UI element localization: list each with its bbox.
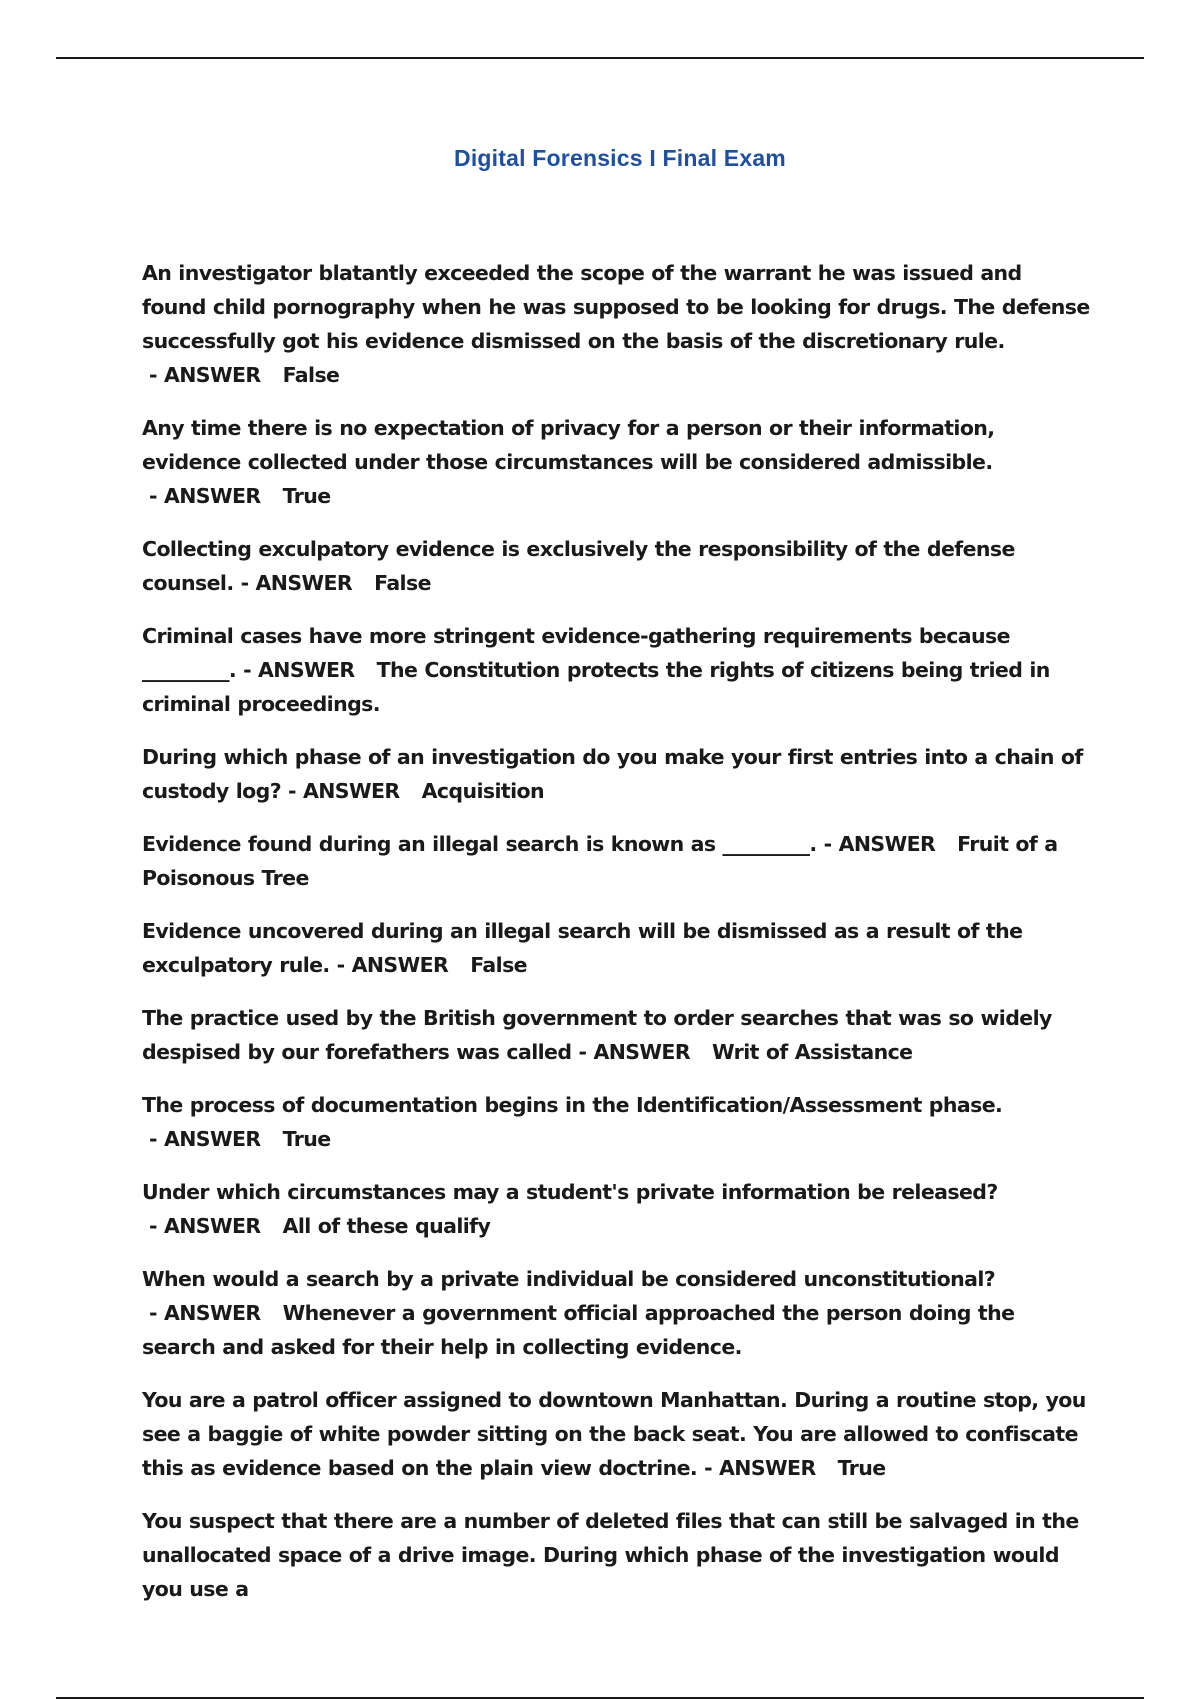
qa-item: [142, 914, 1092, 982]
answer-text: Fruit of a Poisonous Tree: [142, 832, 1058, 890]
answer-text: True: [837, 1456, 886, 1480]
question-text: Criminal cases have more stringent evidence-gathering requirements because _________.: [142, 624, 1010, 682]
answer-label: ANSWER: [351, 953, 449, 977]
answer-label: ANSWER: [838, 832, 936, 856]
answer-text: Writ of Assistance: [712, 1040, 913, 1064]
document-title: Digital Forensics I Final Exam: [454, 145, 786, 171]
separator: -: [233, 571, 256, 595]
question-text: During which phase of an investigation do you make your first entries into a chain of custody log?: [142, 745, 1083, 803]
qa-item: [142, 411, 1092, 513]
question-text: When would a search by a private individual be considered unconstitutional?: [142, 1267, 996, 1291]
answer-text: Whenever a government official approached the person doing the search and asked for their help in collecting evidence.: [142, 1301, 1015, 1359]
separator: -: [329, 953, 352, 977]
answer-label: ANSWER: [258, 658, 355, 682]
qa-item: [142, 827, 1092, 895]
answer-text: False: [470, 953, 527, 977]
question-text: The practice used by the British government to order searches that was so widely despised by our forefathers was called: [142, 1006, 1052, 1064]
qa-item-truncated: [142, 1504, 1092, 1606]
answer-text: True: [282, 1127, 331, 1151]
answer-text: All of these qualify: [282, 1214, 491, 1238]
question-text: You are a patrol officer assigned to downtown Manhattan. During a routine stop, you see a baggie of white powder sitting on the back seat. You are allowed to confiscate this as evidence based on the plain view doctrine.: [142, 1388, 1086, 1480]
answer-label: ANSWER: [719, 1456, 816, 1480]
qa-item: [142, 532, 1092, 600]
answer-text: True: [282, 484, 331, 508]
qa-item: [142, 1088, 1092, 1156]
separator: -: [697, 1456, 720, 1480]
answer-label: ANSWER: [163, 1301, 261, 1325]
separator: -: [142, 1214, 164, 1238]
question-text: The process of documentation begins in the Identification/Assessment phase.: [142, 1093, 1003, 1117]
header-rule: [56, 57, 1144, 59]
qa-item: [142, 1262, 1092, 1364]
separator: -: [142, 1301, 164, 1325]
question-text: An investigator blatantly exceeded the scope of the warrant he was issued and found child pornography when he was supposed to be looking for drugs. The defense successfully got his evidence dismissed on the basis of the discretionary rule.: [142, 261, 1090, 353]
qa-list: [142, 256, 1092, 1625]
question-text: Under which circumstances may a student's private information be released?: [142, 1180, 998, 1204]
qa-item: [142, 1383, 1092, 1485]
answer-label: ANSWER: [163, 1214, 261, 1238]
answer-text: Acquisition: [421, 779, 545, 803]
separator: -: [236, 658, 259, 682]
question-text: Evidence found during an illegal search is known as _________.: [142, 832, 817, 856]
separator: -: [571, 1040, 594, 1064]
answer-label: ANSWER: [163, 363, 261, 387]
answer-label: ANSWER: [163, 1127, 261, 1151]
question-text: You suspect that there are a number of deleted files that can still be salvaged in the unallocated space of a drive image. During which phase of the investigation would you use a: [142, 1509, 1079, 1601]
answer-text: False: [282, 363, 340, 387]
separator: -: [142, 363, 164, 387]
answer-label: ANSWER: [302, 779, 400, 803]
answer-label: ANSWER: [593, 1040, 691, 1064]
answer-label: ANSWER: [163, 484, 261, 508]
qa-item: [142, 1001, 1092, 1069]
qa-item: [142, 740, 1092, 808]
qa-item: [142, 1175, 1092, 1243]
separator: -: [816, 832, 839, 856]
answer-text: False: [374, 571, 431, 595]
answer-text: The Constitution protects the rights of citizens being tried in criminal proceedings.: [142, 658, 1050, 716]
separator: -: [142, 1127, 164, 1151]
question-text: Evidence uncovered during an illegal search will be dismissed as a result of the exculpatory rule.: [142, 919, 1023, 977]
qa-item: [142, 256, 1092, 392]
footer-rule: [56, 1697, 1144, 1699]
separator: -: [142, 484, 164, 508]
question-text: Collecting exculpatory evidence is exclusively the responsibility of the defense counsel.: [142, 537, 1015, 595]
qa-item: [142, 619, 1092, 721]
separator: -: [280, 779, 303, 803]
answer-label: ANSWER: [255, 571, 353, 595]
question-text: Any time there is no expectation of privacy for a person or their information, evidence collected under those circumstances will be considered admissible.: [142, 416, 995, 474]
